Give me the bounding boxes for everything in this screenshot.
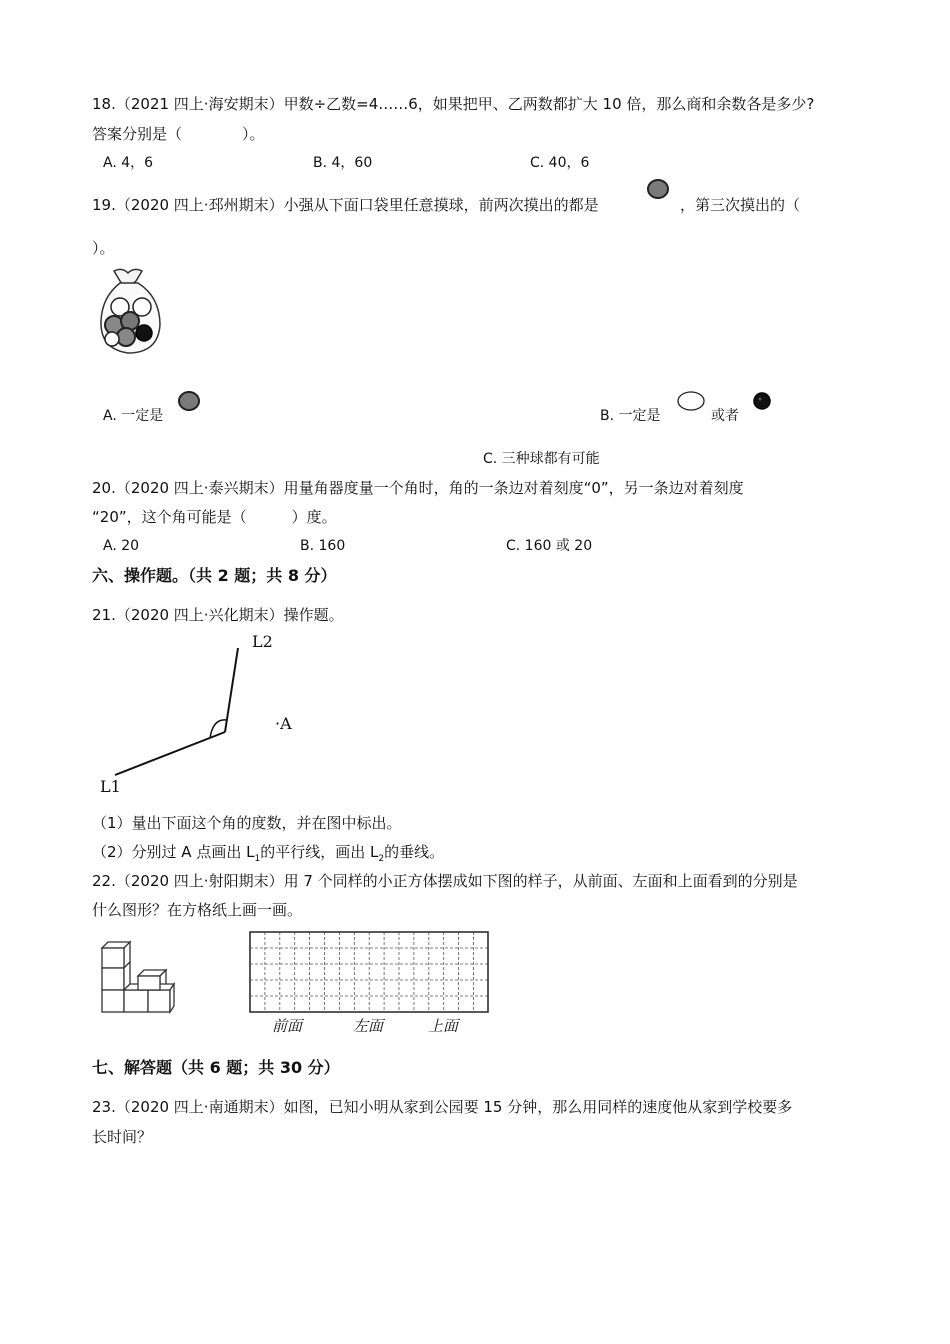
q22-stem-line2: 什么图形？在方格纸上画一画。 bbox=[92, 901, 303, 919]
gray-ball-icon bbox=[645, 178, 671, 202]
q19-stem-line1: 19.（2020 四上·邳州期末）小强从下面口袋里任意摸球，前两次摸出的都是 bbox=[92, 196, 599, 214]
q20-stem-line1: 20.（2020 四上·泰兴期末）用量角器度量一个角时，角的一条边对着刻度“0”，另一条边对着刻度 bbox=[92, 479, 744, 497]
section-7-heading: 七、解答题（共 6 题；共 30 分） bbox=[92, 1058, 340, 1077]
cube-stack-image bbox=[98, 938, 180, 1018]
label-l2: L2 bbox=[252, 632, 273, 651]
q19-option-b: B. 一定是 bbox=[600, 408, 661, 424]
q21-stem: 21.（2020 四上·兴化期末）操作题。 bbox=[92, 606, 344, 624]
grid-label-top: 上面 bbox=[428, 1017, 459, 1035]
q23-stem-line2: 长时间？ bbox=[92, 1128, 153, 1146]
label-point-a: ·A bbox=[275, 714, 292, 733]
ball-bag-image bbox=[98, 265, 164, 357]
q20-option-a: A. 20 bbox=[103, 538, 140, 554]
q19-option-a: A. 一定是 bbox=[103, 408, 164, 424]
q23-stem-line1: 23.（2020 四上·南通期末）如图，已知小明从家到公园要 15 分钟，那么用同样的速度他从家到学校要多 bbox=[92, 1098, 793, 1116]
gray-ball-icon bbox=[177, 390, 203, 414]
q18-stem-line1: 18.（2021 四上·海安期末）甲数÷乙数=4……6，如果把甲、乙两数都扩大 10 倍，那么商和余数各是多少? bbox=[92, 95, 815, 113]
q19-option-b-or: 或者 bbox=[711, 408, 739, 424]
q20-option-b: B. 160 bbox=[300, 538, 346, 554]
label-l1: L1 bbox=[100, 777, 121, 796]
q18-stem-line2: 答案分别是（ ）。 bbox=[92, 125, 265, 143]
q18-option-a: A. 4，6 bbox=[103, 155, 154, 171]
grid-label-front: 前面 bbox=[272, 1017, 303, 1035]
q21-sub1: （1）量出下面这个角的度数，并在图中标出。 bbox=[92, 814, 402, 832]
q19-stem-line2: ）。 bbox=[92, 239, 115, 257]
q18-option-c: C. 40，6 bbox=[530, 155, 590, 171]
q20-stem-line2: “20”，这个角可能是（ ）度。 bbox=[92, 508, 337, 526]
q19-stem-line1-tail: ，第三次摸出的（ bbox=[680, 196, 801, 214]
q21-sub2: （2）分别过 A 点画出 $L_1$的平行线，画出 $L_2$的垂线。 bbox=[92, 843, 445, 864]
line-l1 bbox=[115, 732, 225, 775]
q19-option-c: C. 三种球都有可能 bbox=[483, 451, 600, 467]
section-6-heading: 六、操作题。（共 2 题；共 8 分） bbox=[92, 566, 337, 585]
q20-option-c: C. 160 或 20 bbox=[506, 538, 593, 554]
black-ball-icon bbox=[752, 391, 774, 413]
white-ball-icon bbox=[675, 390, 709, 414]
q22-stem-line1: 22.（2020 四上·射阳期末）用 7 个同样的小正方体摆成如下图的样子，从前面、左面和上面看到的分别是 bbox=[92, 872, 798, 890]
q18-option-b: B. 4，60 bbox=[313, 155, 373, 171]
grid-label-left: 左面 bbox=[353, 1017, 384, 1035]
